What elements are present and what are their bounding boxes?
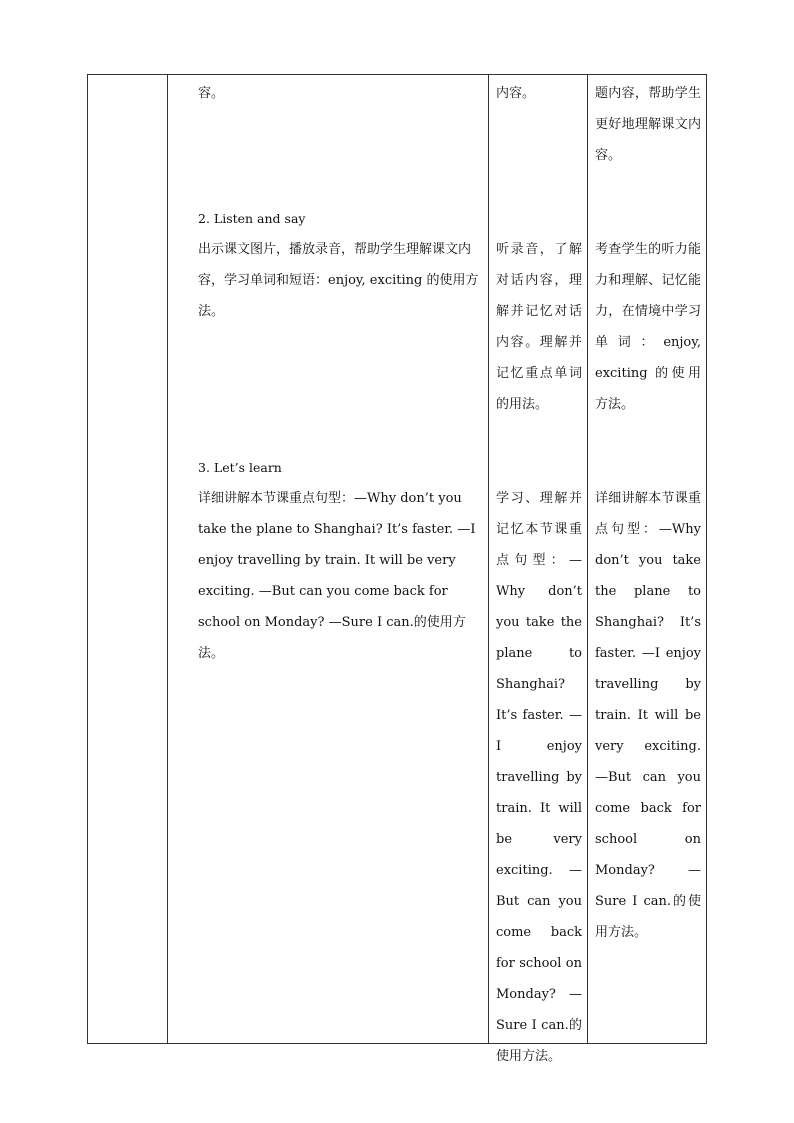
column-divider-1 [167,75,168,1043]
design-intent-0 [595,78,701,171]
student-text-0: 内容。 [496,86,536,101]
column-divider-3 [587,75,588,1043]
section-heading-listen-and-say: 2. Listen and say [198,211,306,226]
intent-text-0: 题内容，帮助学生更好地理解课文内容。 [595,86,701,163]
student-text-1: 听录音，了解对话内容，理解并记忆对话内容。理解并记忆重点单词的用法。 [496,242,582,412]
design-intent-2 [595,483,701,948]
student-text-2: 学习、理解并记忆本节课重点句型：—Why don’t you take the plane to Shanghai? It’s faster. —I enjoy travelling by train. It will be very exciting. —But can you come back for school on Monday? —Sure I can.的使用方法。 [496,491,582,1064]
student-activity-0 [496,78,582,109]
teacher-activity-2 [198,452,484,669]
lesson-plan-table [87,74,707,1064]
column-divider-2 [488,75,489,1043]
intent-text-2: 详细讲解本节课重点句型：—Why don’t you take the plane to Shanghai? It’s faster. —I enjoy travelling by train. It will be very exciting. —But can you come back for school on Monday? —Sure I can.的使用方法。 [595,491,701,940]
student-activity-1 [496,234,582,420]
teacher-text-2: 详细讲解本节课重点句型：—Why don’t you take the plane to Shanghai? It’s faster. —I enjoy travelling by train. It will be very exciting. —But can you come back for school on Monday? —Sure I can.的使用方法。 [198,491,476,661]
section-heading-lets-learn: 3. Let’s learn [198,460,282,475]
teacher-activity-1 [198,203,484,327]
design-intent-1 [595,234,701,420]
teacher-activity-0 [198,78,484,109]
teacher-text-0: 容。 [198,86,225,101]
intent-text-1: 考查学生的听力能力和理解、记忆能力，在情境中学习单词：enjoy, exciting 的使用方法。 [595,242,701,412]
teacher-text-1: 出示课文图片，播放录音，帮助学生理解课文内容，学习单词和短语：enjoy, exciting 的使用方法。 [198,242,479,319]
student-activity-2 [496,483,582,1072]
